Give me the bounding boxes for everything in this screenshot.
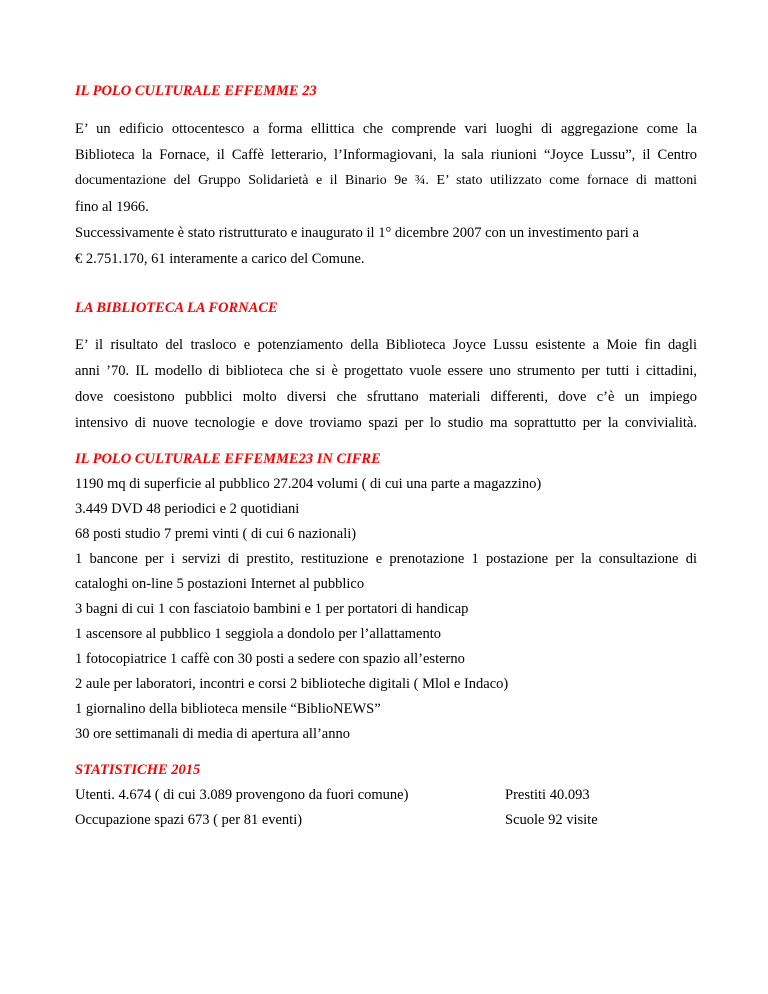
stat-left: Occupazione spazi 673 ( per 81 eventi) xyxy=(75,812,303,828)
list-item: 2 aule per laboratori, incontri e corsi 2 biblioteche digitali ( Mlol e Indaco) xyxy=(75,676,509,692)
section-title-statistiche: STATISTICHE 2015 xyxy=(75,762,201,778)
list-item: 1190 mq di superficie al pubblico 27.204 volumi ( di cui una parte a magazzino) xyxy=(75,476,542,492)
section-title-in-cifre: IL POLO CULTURALE EFFEMME23 IN CIFRE xyxy=(75,451,381,467)
paragraph-line: dove coesistono pubblici molto diversi che sfruttano materiali differenti, dove c’è un impiego xyxy=(75,389,697,405)
paragraph-line: € 2.751.170, 61 interamente a carico del Comune. xyxy=(75,251,365,267)
list-item: 1 fotocopiatrice 1 caffè con 30 posti a sedere con spazio all’esterno xyxy=(75,651,465,667)
stat-right: Scuole 92 visite xyxy=(505,812,598,828)
paragraph-line: anni ’70. IL modello di biblioteca che si è progettato vuole essere uno strumento per tutti i cittadini, xyxy=(75,363,697,379)
paragraph-line: Successivamente è stato ristrutturato e inaugurato il 1° dicembre 2007 con un investimento pari a xyxy=(75,225,639,241)
list-item: 30 ore settimanali di media di apertura all’anno xyxy=(75,726,350,742)
paragraph-line: E’ un edificio ottocentesco a forma ellittica che comprende vari luoghi di aggregazione come la xyxy=(75,121,697,137)
paragraph-line: documentazione del Gruppo Solidarietà e il Binario 9e ¾. E’ stato utilizzato come fornace di mattoni xyxy=(75,173,697,188)
list-item: cataloghi on-line 5 postazioni Internet al pubblico xyxy=(75,576,365,592)
list-item: 3.449 DVD 48 periodici e 2 quotidiani xyxy=(75,501,300,517)
section-title-polo-culturale: IL POLO CULTURALE EFFEMME 23 xyxy=(75,83,317,99)
stat-left: Utenti. 4.674 ( di cui 3.089 provengono da fuori comune) xyxy=(75,787,409,803)
paragraph-line: fino al 1966. xyxy=(75,199,149,215)
list-item: 1 giornalino della biblioteca mensile “BiblioNEWS” xyxy=(75,701,381,717)
list-item: 68 posti studio 7 premi vinti ( di cui 6 nazionali) xyxy=(75,526,357,542)
list-item: 1 bancone per i servizi di prestito, restituzione e prenotazione 1 postazione per la consultazione di xyxy=(75,551,697,567)
list-item: 3 bagni di cui 1 con fasciatoio bambini e 1 per portatori di handicap xyxy=(75,601,469,617)
section-title-biblioteca: LA BIBLIOTECA LA FORNACE xyxy=(75,300,278,316)
paragraph-line: E’ il risultato del trasloco e potenziamento della Biblioteca Joyce Lussu esistente a Moie fin dagli xyxy=(75,337,697,353)
paragraph-line: intensivo di nuove tecnologie e dove troviamo spazi per lo studio ma soprattutto per la convivialità. xyxy=(75,415,697,431)
stat-right: Prestiti 40.093 xyxy=(505,787,590,803)
list-item: 1 ascensore al pubblico 1 seggiola a dondolo per l’allattamento xyxy=(75,626,442,642)
paragraph-line: Biblioteca la Fornace, il Caffè letterario, l’Informagiovani, la sala riunioni “Joyce Lussu”, il Centro xyxy=(75,147,697,163)
